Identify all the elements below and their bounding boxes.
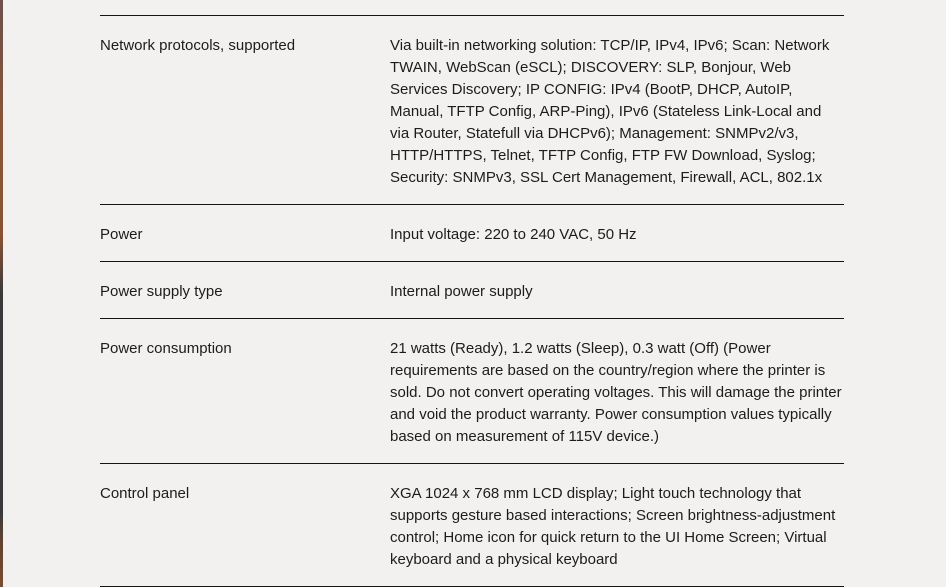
- left-edge-image-sliver: [0, 0, 3, 587]
- spec-value: Via built-in networking solution: TCP/IP, IPv4, IPv6; Scan: Network TWAIN, WebScan (eSCL); DISCOVERY: SLP, Bonjour, Web Services Discovery; IP CONFIG: IPv4 (BootP, DHCP, AutoIP, Manual, TFTP Config, ARP-Ping), IPv6 (Stateless Link-Local and via Router, Statefull via DHCPv6); Management: SNMPv2/v3, HTTP/HTTPS, Telnet, TFTP Config, FTP FW Download, Syslog; Security: SNMPv3, SSL Cert Management, Firewall, ACL, 802.1x: [390, 37, 830, 186]
- table-row: [100, 204, 844, 261]
- spec-value: Input voltage: 220 to 240 VAC, 50 Hz: [390, 226, 637, 243]
- spec-value: XGA 1024 x 768 mm LCD display; Light touch technology that supports gesture based interactions; Screen brightness-adjustment control; Home icon for quick return to the UI Home Screen; Virtual keyboard and a physical keyboard: [390, 485, 836, 568]
- spec-label: Network protocols, supported: [100, 37, 296, 54]
- table-row: [100, 261, 844, 318]
- specifications-table: [100, 15, 844, 587]
- spec-label: Control panel: [100, 485, 190, 502]
- spec-value: Internal power supply: [390, 283, 533, 300]
- spec-label: Power supply type: [100, 283, 223, 300]
- table-row: [100, 318, 844, 463]
- table-row: [100, 463, 844, 587]
- spec-label: Power consumption: [100, 340, 232, 357]
- spec-value: 21 watts (Ready), 1.2 watts (Sleep), 0.3 watt (Off) (Power requirements are based on the country/region where the printer is sold. Do not convert operating voltages. This will damage the printer and void the product warranty. Power consumption values typically based on measurement of 115V device.): [390, 340, 842, 445]
- spec-label: Power: [100, 226, 143, 243]
- table-row: [100, 15, 844, 204]
